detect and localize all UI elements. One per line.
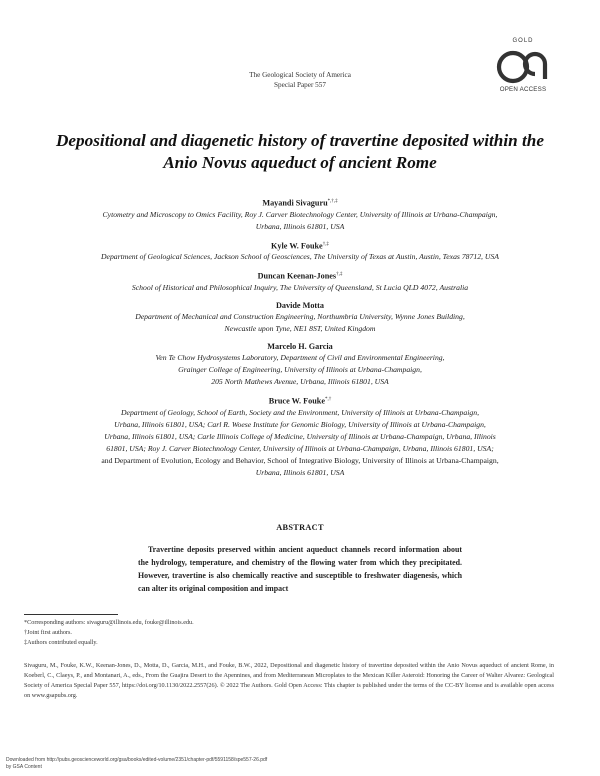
author-affiliation-line: Grainger College of Engineering, University of Illinois at Urbana-Champaign, — [178, 365, 422, 375]
author-name-text: Duncan Keenan-Jones — [257, 272, 337, 282]
author-name-text: Bruce W. Fouke — [268, 396, 325, 406]
author-footnote-marker: †,‡ — [336, 272, 343, 278]
series-name: Special Paper 557 — [274, 81, 326, 89]
author-footnote-marker: *,† — [324, 397, 332, 403]
logo-bottom-text: OPEN ACCESS — [499, 86, 547, 93]
author-affiliation-line: Urbana, Illinois 61801, USA — [255, 467, 345, 477]
abstract-heading: ABSTRACT — [276, 523, 324, 532]
footnotes — [24, 618, 564, 648]
author-name-text: Marcelo H. Garcia — [267, 342, 333, 352]
paper-title: Depositional and diagenetic history of travertine deposited within the Anio Novus aqueduct of ancient Rome — [56, 131, 544, 172]
footnote-joint-first: †Joint first authors. — [24, 629, 72, 636]
author-footnote-marker: *,†,‡ — [327, 199, 338, 204]
author-name — [18, 239, 582, 252]
author-block — [18, 196, 582, 233]
author-block — [18, 300, 582, 335]
footnote-divider — [24, 614, 118, 615]
author-name-text: Mayandi Sivaguru — [262, 198, 328, 208]
author-affiliation-line: School of Historical and Philosophical Inquiry, The University of Queensland, St Lucia QLD 4072, Australia — [131, 283, 469, 293]
author-affiliation-line: Department of Geological Sciences, Jackson School of Geosciences, The University of Texas at Austin, Austin, Texas 78712, USA — [101, 252, 499, 262]
author-name — [18, 341, 582, 352]
author-affiliation-line: Department of Mechanical and Construction Engineering, Northumbria University, Wynne Jones Building, — [135, 312, 465, 322]
society-name: The Geological Society of America — [249, 71, 351, 79]
author-affiliation-line: Newcastle upon Tyne, NE1 8ST, United Kingdom — [224, 324, 376, 334]
journal-header — [210, 70, 390, 90]
author-affiliation-line: Department of Geology, School of Earth, Society and the Environment, University of Illinois at Urbana-Champaign, — [121, 407, 479, 417]
author-affiliation-line: Ven Te Chow Hydrosystems Laboratory, Department of Civil and Environmental Engineering, — [155, 353, 445, 363]
author-footnote-marker: †,‡ — [322, 241, 329, 247]
gold-open-access-logo — [488, 38, 558, 96]
author-affiliation-line: 61801, USA; Roy J. Carver Biotechnology Center, University of Illinois at Urbana-Champaign, Urbana, Illinois 61801, USA; — [106, 443, 494, 453]
author-block — [18, 269, 582, 294]
author-block — [18, 341, 582, 388]
citation: Sivaguru, M., Fouke, K.W., Keenan-Jones, D., Motta, D., Garcia, M.H., and Fouke, B.W., 2022, Depositional and diagenetic history of travertine deposited within the Anio Novus aqueduct of ancient Rome, in Koeberl, C., Claeys, P., and Montanari, A., eds., From the Guajira Desert to the Apennines, and from Mediterranean Microplates to the Mexican Killer Asteroid: Honoring the Career of Walter Alvarez: Geological Society of America Special Paper 557, https://doi.org/10.1130/2022.2557(26). © 2022 The Authors. Gold Open Access: This chapter is published under the terms of the CC-BY license and is available open access on www.gsapubs.org. — [24, 662, 554, 699]
footnote-corresponding: *Corresponding authors: sivaguru@illinois.edu, fouke@illinois.edu. — [24, 619, 194, 626]
author-affiliation-line: Urbana, Illinois 61801, USA; Carle Illinois College of Medicine, University of Illinois at Urbana-Champaign, Urbana, Illinois — [104, 431, 496, 441]
author-name — [18, 269, 582, 282]
author-affiliation-line: Urbana, Illinois 61801, USA; Carl R. Woese Institute for Genomic Biology, University of Illinois at Urbana-Champaign, — [114, 419, 486, 429]
download-content-owner: by GSA Content — [6, 764, 42, 770]
author-list — [18, 196, 582, 485]
download-notice — [6, 757, 406, 771]
author-name — [18, 196, 582, 209]
author-block — [18, 394, 582, 479]
author-affiliation-line: Urbana, Illinois 61801, USA — [255, 221, 345, 231]
author-affiliation-line: Cytometry and Microscopy to Omics Facility, Roy J. Carver Biotechnology Center, University of Illinois at Urbana-Champaign, — [102, 209, 498, 219]
footnote-equal-contribution: ‡Authors contributed equally. — [24, 639, 98, 646]
author-affiliation-line: and Department of Evolution, Ecology and Behavior, School of Integrative Biology, University of Illinois at Urbana-Champaign, — [101, 455, 499, 465]
logo-top-text: GOLD — [512, 38, 534, 44]
abstract-text: Travertine deposits preserved within ancient aqueduct channels record information about the hydrology, temperature, and chemistry of the flowing water from which they precipitated. However, travertine is also chemically reactive and susceptible to freshwater diagenesis, which can alter its original composition and impact — [138, 545, 462, 593]
author-name-text: Davide Motta — [276, 301, 324, 311]
author-name-text: Kyle W. Fouke — [271, 241, 323, 251]
author-block — [18, 239, 582, 264]
download-source: Downloaded from http://pubs.geoscienceworld.org/gsa/books/edited-volume/2351/chapter-pdf/5591158/spe557-26.pdf — [6, 757, 268, 763]
author-affiliation-line: 205 North Mathews Avenue, Urbana, Illinois 61801, USA — [211, 377, 389, 387]
author-name — [18, 300, 582, 311]
author-name — [18, 394, 582, 407]
